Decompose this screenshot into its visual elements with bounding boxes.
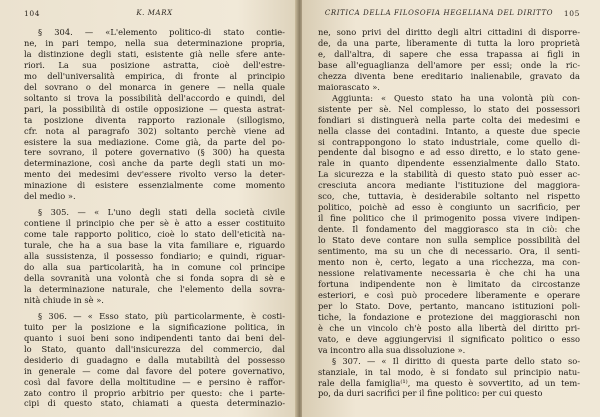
text-line: riori. La sua posizione astratta, cioè dell'estre-	[24, 59, 285, 70]
text-line: pendente dal bisogno e ad esso diretto, e lo stato gene-	[318, 147, 580, 158]
text-line: tuito per la posizione e la significazione politica, in	[24, 321, 285, 332]
left-page-text	[24, 27, 285, 409]
text-line: Aggiunta: « Questo stato ha una volontà più con-	[332, 92, 580, 103]
text-line: sistente per sè. Nel complesso, lo stato dei possessori	[318, 103, 580, 114]
text-line: per lo Stato. Dove, pertanto, mancano istituzioni poli-	[318, 300, 580, 311]
text-line: ta posizione diventa rapporto razionale (sillogismo,	[24, 114, 285, 125]
text-line: zato contro il proprio arbitrio per questo: che i parte-	[24, 387, 285, 398]
text-line: tere sovrano, il potere governativo (§ 300) ha questa	[24, 147, 285, 158]
right-page	[302, 0, 600, 417]
text-line: come tale rapporto politico, cioè lo stato dell'eticità na-	[24, 229, 285, 240]
text-line: del sovrano o del monarca in genere — nella quale	[24, 81, 285, 92]
text-line: sentimento, ma su un che di necessario. Ora, il senti-	[318, 246, 580, 257]
text-line: mento dei medesimi dev'essere rivolto verso la deter-	[24, 169, 285, 180]
text-line: politico, poichè ad esso è congiunto un sacrificio, per	[318, 202, 580, 213]
text-line: § 305. — « L'uno degli stati della società civile	[38, 207, 285, 218]
text-line: nità chiude in sè ».	[24, 294, 104, 305]
text-line: rale della famiglia⁽¹⁾, ma questo è sovvertito, ad un tem-	[318, 377, 580, 388]
text-line: dente. Il fondamento del maggiorasco sta in ciò: che	[318, 224, 580, 235]
text-line: § 306. — « Esso stato, più particolarmente, è costi-	[38, 310, 285, 321]
text-line: è che un vincolo ch'è posto alla libertà del diritto pri-	[318, 322, 580, 333]
text-line: si contrappongono lo stato industriale, come quello di-	[318, 136, 580, 147]
text-line: turale, che ha a sua base la vita familiare e, riguardo	[24, 240, 285, 251]
text-line: in generale — come dal favore del potere governativo,	[24, 365, 285, 376]
text-line: stanziale, in tal modo, è si fondato sul principio natu-	[318, 366, 580, 377]
text-line: minazione di esistere essenzialmente come momento	[24, 180, 285, 191]
text-line: ne, in pari tempo, nella sua determinazione propria,	[24, 37, 285, 48]
text-line: § 307. — « Il diritto di questa parte dello stato so-	[332, 355, 580, 366]
text-line: fortuna indipendente non è limitato da circostanze	[318, 278, 580, 289]
right-running-title: CRITICA DELLA FILOSOFIA HEGELIANA DEL DIRITTO	[324, 9, 554, 17]
text-line: vato, e deve aggiungervisi il significato politico o esso	[318, 333, 580, 344]
text-line: soltanto si trova la possibilità dell'accordo e quindi, del	[24, 92, 285, 103]
text-line: va incontro alla sua dissoluzione ».	[318, 344, 466, 355]
left-page-number: 104	[24, 9, 41, 18]
text-line: rale in quanto dipendente essenzialmente dallo Stato.	[318, 158, 580, 169]
text-line: il fine politico che il primogenito possa vivere indipen-	[318, 213, 580, 224]
text-line: § 304. — «L'elemento politico-di stato contie-	[38, 27, 285, 37]
text-line: ne, sono privi del diritto degli altri cittadini di disporre-	[318, 27, 580, 37]
text-line: e, dall'altra, di sapere che essa trapassa ai figli in	[318, 48, 580, 59]
text-line: la distinzione degli stati, esistente già nelle sfere ante-	[24, 48, 285, 59]
text-line: La sicurezza e la stabilità di questo stato può esser ac-	[318, 169, 580, 180]
text-line: lo Stato, quanto dall'insicurezza del commercio, dal	[24, 343, 285, 354]
text-line: pari, la possibilità di ostile opposizione — questa astrat-	[24, 103, 285, 114]
text-line: base all'eguaglianza dell'amore per essi; onde la ric-	[318, 59, 580, 70]
left-running-title: K. MARX	[136, 9, 173, 17]
right-page-number: 105	[563, 9, 580, 18]
right-page-text	[318, 27, 580, 399]
text-line: della sovranità una volontà che si fonda sopra di sè e	[24, 272, 285, 283]
text-line: così dal favore della moltitudine — e persino è raffor-	[24, 376, 285, 387]
text-line: po, da duri sacrifici per il fine politico: per cui questo	[318, 388, 543, 399]
text-line: esteriori, e così può procedere liberamente e operare	[318, 289, 580, 300]
text-line: la determinazione naturale, che l'elemento della sovra-	[24, 283, 285, 294]
text-line: do alla sua particolarità, ha in comune col principe	[24, 262, 285, 273]
text-line: del medio ».	[24, 191, 76, 202]
text-line: sco, che, tuttavia, è desiderabile soltanto nel rispetto	[318, 191, 580, 202]
text-line: esistere la sua mediazione. Come già, da parte del po-	[24, 136, 285, 147]
text-line: fondiari si distinguerà nella parte colta dei medesimi e	[318, 114, 580, 125]
text-line: nella classe dei contadini. Intanto, a queste due specie	[318, 125, 580, 136]
text-line: maiorascato ».	[318, 81, 380, 92]
text-line: de, da una parte, liberamente di tutta la loro proprietà	[318, 37, 580, 48]
text-line: alla sussistenza, il possesso fondiario; e quindi, riguar-	[24, 251, 285, 262]
text-line: mo dell'universalità empirica, di fronte al principio	[24, 70, 285, 81]
text-line: lo Stato deve contare non sulla semplice possibilità del	[318, 235, 580, 246]
text-line: desiderio di guadagno e dalla mutabilità del possesso	[24, 354, 285, 365]
text-line: mento non è, certo, legato a una ricchezza, ma con-	[318, 257, 580, 268]
text-line: chezza diventa bene ereditario inalienabile, gravato da	[318, 70, 580, 81]
text-line: contiene il principio che per sè è atto a esser costituito	[24, 218, 285, 229]
text-line: nessione relativamente necessaria è che chi ha una	[318, 267, 580, 278]
left-page	[0, 0, 297, 417]
text-line: quanto i suoi beni sono indipendenti tanto dai beni del-	[24, 332, 285, 343]
text-line: cipi di questo stato, chiamati a questa determinazio-	[24, 398, 285, 409]
text-line: cfr. nota al paragrafo 302) soltanto perchè viene ad	[24, 125, 285, 136]
text-line: cresciuta ancora mediante l'istituzione del maggiora-	[318, 180, 580, 191]
text-line: determinazione, così anche da parte degli stati un mo-	[24, 158, 285, 169]
text-line: tiche, la fondazione e protezione dei maggioraschi non	[318, 311, 580, 322]
